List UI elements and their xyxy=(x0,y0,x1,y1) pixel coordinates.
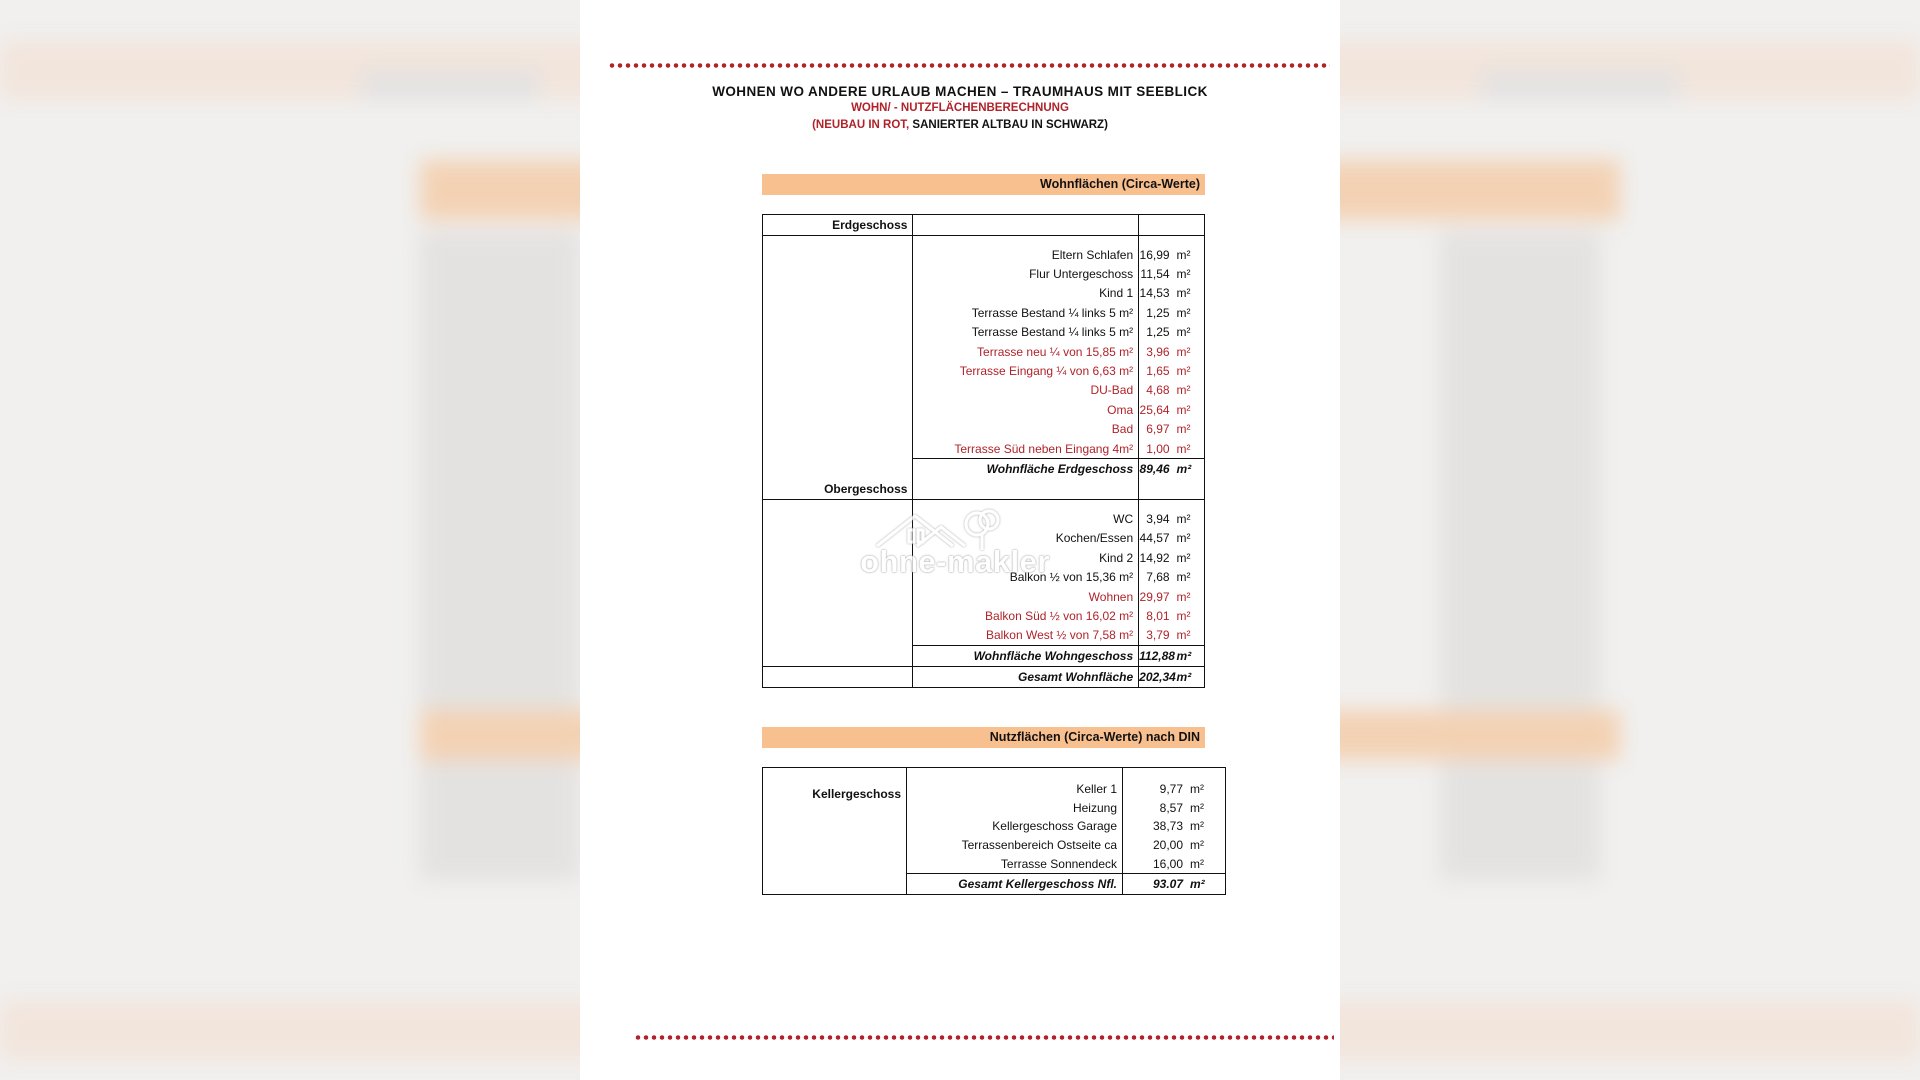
unit-label: m² xyxy=(1185,817,1226,836)
area-value: 1,00 xyxy=(1146,441,1170,456)
area-value: 16,99 xyxy=(1139,247,1170,262)
unit-label: m² xyxy=(1185,836,1226,855)
empty-cell xyxy=(763,342,913,361)
unit-label: m² xyxy=(1172,509,1205,528)
document-title: WOHNEN WO ANDERE URLAUB MACHEN – TRAUMHAUS MIT SEEBLICK xyxy=(712,84,1208,99)
empty-cell xyxy=(763,459,913,480)
area-value: 14,92 xyxy=(1139,550,1170,565)
room-name: Kellergeschoss Garage xyxy=(907,817,1123,836)
wohnflaechen-table xyxy=(762,214,1205,688)
empty-cell xyxy=(763,439,913,459)
area-value: 20,00 xyxy=(1152,838,1183,853)
unit-label: m² xyxy=(1172,361,1205,380)
unit-label: m² xyxy=(1172,567,1205,586)
table-row xyxy=(763,606,1205,625)
obergeschoss-sum-label: Wohnfläche Wohngeschoss xyxy=(913,646,1139,667)
room-name: DU-Bad xyxy=(913,381,1139,400)
empty-cell xyxy=(763,626,913,646)
room-name: Balkon Süd ½ von 16,02 m² xyxy=(913,606,1139,625)
area-value: 44,57 xyxy=(1139,531,1170,546)
unit-label: m² xyxy=(1172,264,1205,283)
unit-label: m² xyxy=(1172,245,1205,264)
document-note xyxy=(580,119,1340,131)
erdgeschoss-sum-label: Wohnfläche Erdgeschoss xyxy=(913,459,1139,480)
table-row xyxy=(763,587,1205,606)
dotted-separator-bottom xyxy=(634,1035,1334,1040)
empty-cell xyxy=(763,420,913,439)
obergeschoss-label: Obergeschoss xyxy=(763,479,913,500)
empty-cell xyxy=(763,667,913,688)
unit-label: m² xyxy=(1172,587,1205,606)
empty-cell xyxy=(1139,479,1205,500)
unit-label: m² xyxy=(1172,420,1205,439)
empty-cell xyxy=(763,606,913,625)
unit-label: m² xyxy=(1172,667,1205,688)
unit-label: m² xyxy=(1172,381,1205,400)
empty-cell xyxy=(763,245,913,264)
empty-cell xyxy=(913,236,1139,246)
empty-cell xyxy=(763,323,913,342)
obergeschoss-sum-row xyxy=(763,646,1205,667)
room-name: WC xyxy=(913,509,1139,528)
unit-label: m² xyxy=(1172,284,1205,303)
room-name: Eltern Schlafen xyxy=(913,245,1139,264)
unit-label: m² xyxy=(1172,400,1205,419)
room-name: Terrasse Eingang ¼ von 6,63 m² xyxy=(913,361,1139,380)
table-row xyxy=(763,361,1205,380)
table-row xyxy=(763,439,1205,459)
unit-label: m² xyxy=(1172,646,1205,667)
area-value: 1,25 xyxy=(1146,325,1170,340)
obergeschoss-header-row xyxy=(763,479,1205,500)
empty-cell xyxy=(763,284,913,303)
empty-cell xyxy=(1139,236,1172,246)
room-name: Keller 1 xyxy=(907,768,1123,799)
unit-label: m² xyxy=(1172,439,1205,459)
room-name: Terrasse Bestand ¼ links 5 m² xyxy=(913,303,1139,322)
empty-cell xyxy=(763,381,913,400)
section-bar-wohnflaechen: Wohnflächen (Circa-Werte) xyxy=(762,174,1205,195)
note-black: SANIERTER ALTBAU IN SCHWARZ) xyxy=(909,119,1108,131)
empty-cell xyxy=(913,479,1139,500)
area-value: 3,96 xyxy=(1146,344,1170,359)
nutzflaechen-table xyxy=(762,767,1226,895)
unit-label: m² xyxy=(1172,303,1205,322)
room-name: Kind 1 xyxy=(913,284,1139,303)
unit-label: m² xyxy=(1185,854,1226,873)
erdgeschoss-label: Erdgeschoss xyxy=(763,215,913,236)
unit-label: m² xyxy=(1185,768,1226,799)
table-row xyxy=(763,381,1205,400)
table-row xyxy=(763,323,1205,342)
empty-cell xyxy=(1139,215,1205,236)
area-value: 1,25 xyxy=(1146,305,1170,320)
table-row xyxy=(763,768,1226,799)
empty-cell xyxy=(763,236,913,246)
document-subtitle: WOHN/ - NUTZFLÄCHENBERECHNUNG xyxy=(851,102,1069,114)
room-name: Balkon West ½ von 7,58 m² xyxy=(913,626,1139,646)
total-value: 202,34 xyxy=(1139,667,1172,688)
watermark-text: ohne-makler xyxy=(860,544,1050,579)
empty-cell xyxy=(763,264,913,283)
room-name: Oma xyxy=(913,400,1139,419)
table-row xyxy=(763,626,1205,646)
unit-label: m² xyxy=(1172,529,1205,548)
empty-cell xyxy=(913,215,1139,236)
area-value: 8,57 xyxy=(1159,800,1183,815)
section-bar-nutzflaechen: Nutzflächen (Circa-Werte) nach DIN xyxy=(762,727,1205,748)
room-name: Terrasse Sonnendeck xyxy=(907,854,1123,873)
area-value: 4,68 xyxy=(1146,383,1170,398)
room-name: Balkon ½ von 15,36 m² xyxy=(913,567,1139,586)
erdgeschoss-header-row xyxy=(763,215,1205,236)
room-name: Terrasse neu ¼ von 15,85 m² xyxy=(913,342,1139,361)
unit-label: m² xyxy=(1185,799,1226,818)
watermark xyxy=(855,500,1055,580)
room-name: Wohnen xyxy=(913,587,1139,606)
erdgeschoss-sum-row xyxy=(763,459,1205,480)
area-value: 9,77 xyxy=(1123,768,1186,799)
area-value: 7,68 xyxy=(1146,570,1170,585)
area-value: 25,64 xyxy=(1139,402,1170,417)
unit-label: m² xyxy=(1172,459,1205,480)
unit-label: m² xyxy=(1185,873,1226,894)
kellergeschoss-label: Kellergeschoss xyxy=(763,768,907,895)
erdgeschoss-spacer-row xyxy=(763,236,1205,246)
erdgeschoss-sum-value: 89,46 xyxy=(1139,459,1172,480)
room-name: Kind 2 xyxy=(913,548,1139,567)
kellergeschoss-sum-value: 93.07 xyxy=(1123,873,1186,894)
area-value: 3,79 xyxy=(1146,628,1170,643)
note-red: (NEUBAU IN ROT, xyxy=(812,119,910,131)
empty-cell xyxy=(763,587,913,606)
unit-label: m² xyxy=(1172,606,1205,625)
table-row xyxy=(763,303,1205,322)
unit-label: m² xyxy=(1172,626,1205,646)
area-value: 29,97 xyxy=(1139,589,1170,604)
unit-label: m² xyxy=(1172,342,1205,361)
table-row xyxy=(763,245,1205,264)
table-row xyxy=(763,420,1205,439)
room-name: Bad xyxy=(913,420,1139,439)
empty-cell xyxy=(763,361,913,380)
unit-label: m² xyxy=(1172,548,1205,567)
table-row xyxy=(763,264,1205,283)
room-name: Terrasse Bestand ¼ links 5 m² xyxy=(913,323,1139,342)
empty-cell xyxy=(763,646,913,667)
obergeschoss-sum-value: 112,88 xyxy=(1139,646,1172,667)
empty-cell xyxy=(1172,236,1205,246)
dotted-separator-top xyxy=(608,63,1330,68)
kellergeschoss-sum-label: Gesamt Kellergeschoss Nfl. xyxy=(907,873,1123,894)
room-name: Flur Untergeschoss xyxy=(913,264,1139,283)
area-value: 11,54 xyxy=(1140,267,1170,282)
area-value: 14,53 xyxy=(1139,286,1170,301)
table-row xyxy=(763,284,1205,303)
total-label: Gesamt Wohnfläche xyxy=(913,667,1139,688)
room-name: Heizung xyxy=(907,799,1123,818)
empty-cell xyxy=(1139,500,1172,510)
empty-cell xyxy=(1172,500,1205,510)
document-page xyxy=(580,0,1340,1080)
room-name: Kochen/Essen xyxy=(913,529,1139,548)
area-value: 16,00 xyxy=(1152,856,1183,871)
empty-cell xyxy=(763,400,913,419)
unit-label: m² xyxy=(1172,323,1205,342)
table-row xyxy=(763,342,1205,361)
gesamt-wohnflaeche-row xyxy=(763,667,1205,688)
area-value: 1,65 xyxy=(1146,364,1170,379)
area-value: 38,73 xyxy=(1152,819,1183,834)
room-name: Terrassenbereich Ostseite ca xyxy=(907,836,1123,855)
table-row xyxy=(763,400,1205,419)
area-value: 3,94 xyxy=(1146,511,1170,526)
room-name: Terrasse Süd neben Eingang 4m² xyxy=(913,439,1139,459)
area-value: 6,97 xyxy=(1146,422,1170,437)
area-value: 8,01 xyxy=(1146,608,1170,623)
empty-cell xyxy=(763,303,913,322)
